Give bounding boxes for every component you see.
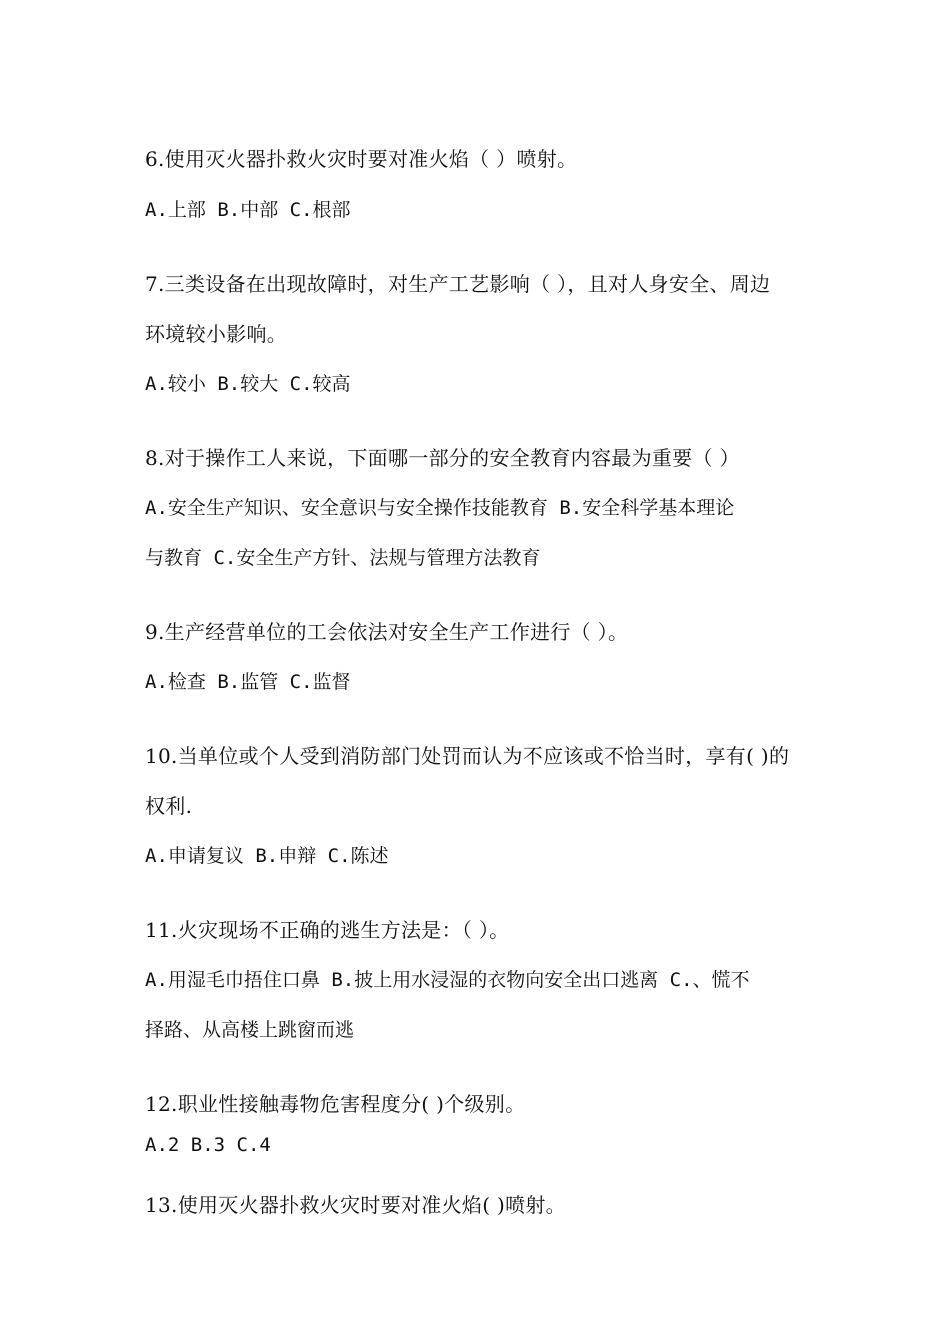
question-9-options: A.检查 B.监管 C.监督 [145,671,351,693]
question-12-text: 12.职业性接触毒物危害程度分( )个级别。 [145,1092,526,1116]
question-6-options: A.上部 B.中部 C.根部 [145,199,351,221]
question-6-text: 6.使用灭火器扑救火灾时要对准火焰（ ）喷射。 [145,147,578,171]
question-7-text: 7.三类设备在出现故障时，对生产工艺影响（ ），且对人身安全、周边 [145,272,771,296]
question-7-options: A.较小 B.较大 C.较高 [145,373,351,395]
question-11-options-cont: 择路、从高楼上跳窗而逃 [145,1019,355,1041]
question-8-options-cont: 与教育 C.安全生产方针、法规与管理方法教育 [145,547,541,569]
question-10-options: A.申请复议 B.申辩 C.陈述 [145,845,389,867]
question-13-text: 13.使用灭火器扑救火灾时要对准火焰( )喷射。 [145,1193,566,1217]
question-8-text: 8.对于操作工人来说，下面哪一部分的安全教育内容最为重要（ ） [145,446,740,470]
question-12-options: A.2 B.3 C.4 [145,1134,271,1156]
question-9-text: 9.生产经营单位的工会依法对安全生产工作进行（ ）。 [145,620,629,644]
question-10-text: 10.当单位或个人受到消防部门处罚而认为不应该或不恰当时，享有( )的 [145,744,790,768]
question-11-text: 11.火灾现场不正确的逃生方法是：（ ）。 [145,918,510,942]
question-7-text-cont: 环境较小影响。 [145,322,288,346]
question-8-options: A.安全生产知识、安全意识与安全操作技能教育 B.安全科学基本理论 [145,497,735,519]
question-11-options: A.用湿毛巾捂住口鼻 B.披上用水浸湿的衣物向安全出口逃离 C.、慌不 [145,969,750,991]
question-10-text-cont: 权利. [145,794,193,818]
